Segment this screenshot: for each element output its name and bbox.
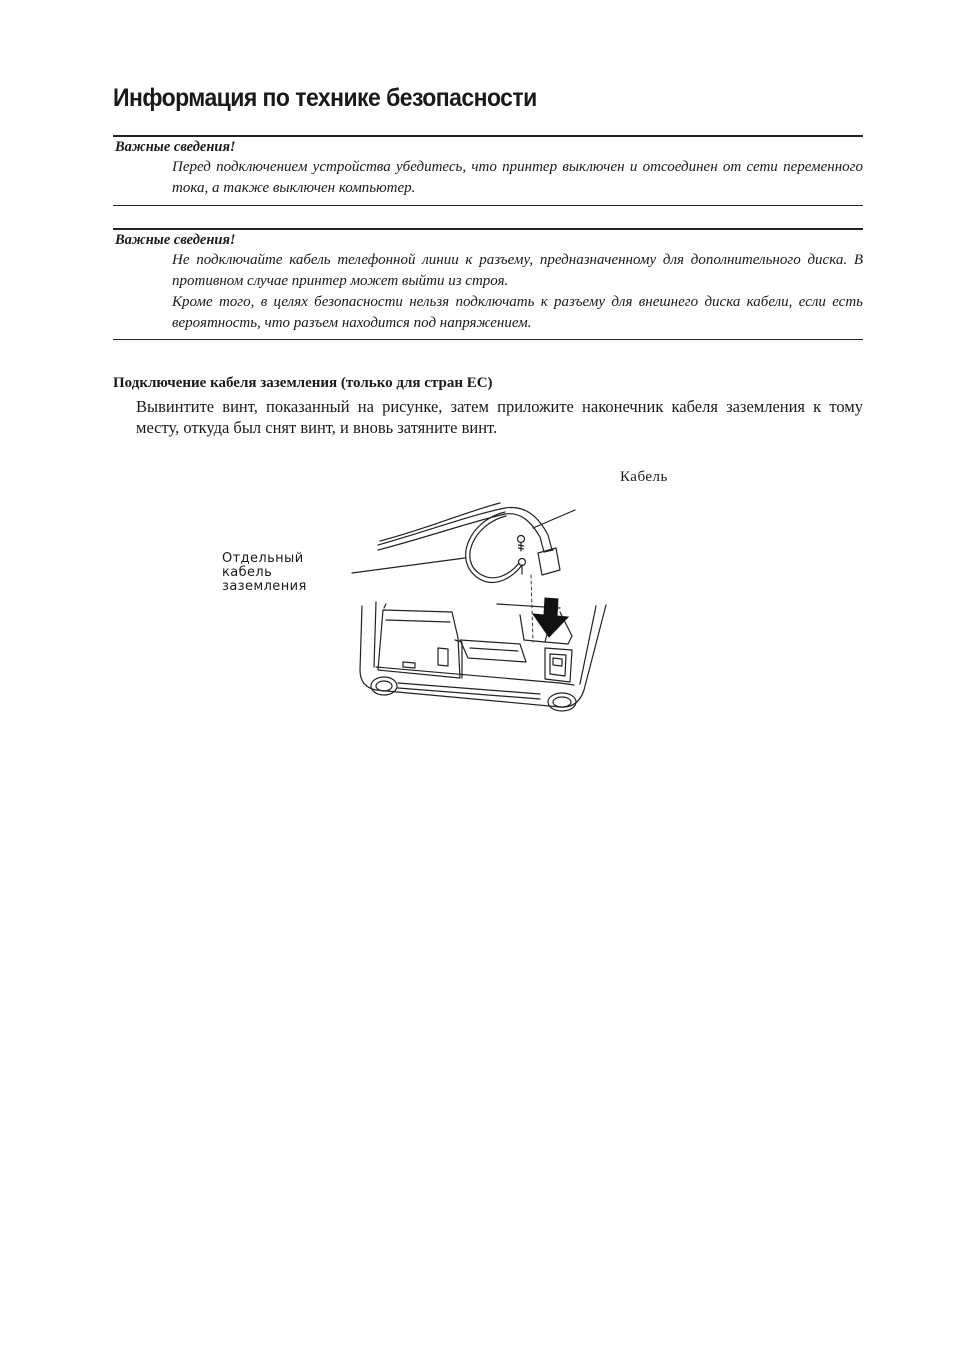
notice-bottom-rule [113, 339, 863, 340]
notice-box-2 [113, 228, 863, 340]
notice-paragraph: Не подключайте кабель телефонной линии к разъему, предназначенному для дополнительного диска. В противном случае принтер может выйти из строя. [172, 252, 863, 289]
notice-heading: Важные сведения! [115, 139, 236, 155]
section-heading: Подключение кабеля заземления (только для стран ЕС) [113, 375, 493, 391]
figure-label-ground-cable: Отдельный кабель заземления [222, 551, 307, 594]
notice-paragraph: Перед подключением устройства убедитесь, что принтер выключен и отсоединен от сети переменного тока, а также выключен компьютер. [172, 159, 863, 196]
notice-body [113, 250, 863, 334]
grounding-figure [340, 495, 620, 725]
printer-illustration [340, 495, 620, 720]
figure-label-cable: Кабель [620, 469, 668, 485]
notice-body [113, 157, 863, 199]
notice-bottom-rule [113, 205, 863, 206]
notice-paragraph: Кроме того, в целях безопасности нельзя подключать к разъему для внешнего диска кабели, если есть вероятность, что разъем находится под напряжением. [172, 294, 863, 331]
notice-box-1 [113, 135, 863, 206]
notice-heading: Важные сведения! [115, 232, 236, 248]
page-title: Информация по технике безопасности [113, 84, 537, 112]
section-body: Вывинтите винт, показанный на рисунке, затем приложите наконечник кабеля заземления к тому месту, откуда был снят винт, и вновь затяните винт. [136, 397, 863, 437]
